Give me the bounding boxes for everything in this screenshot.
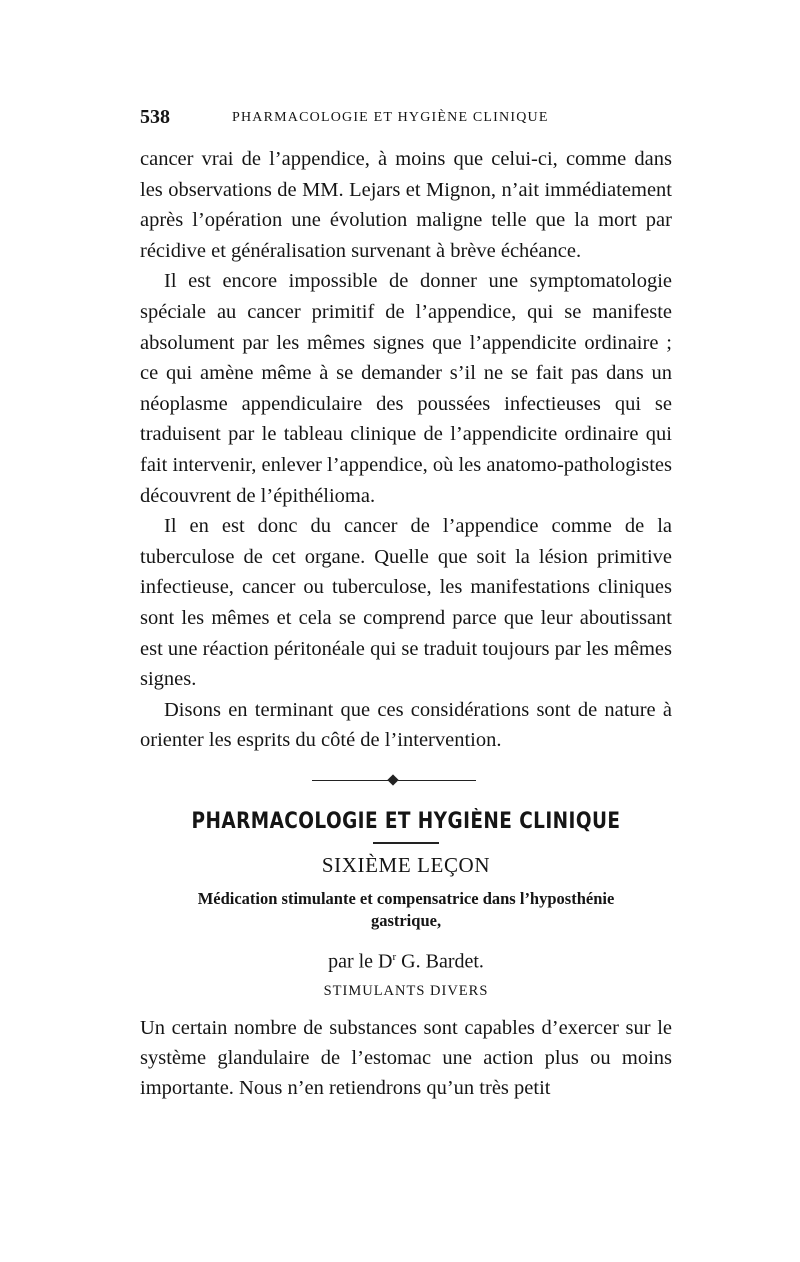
- paragraph-3: Il en est donc du cancer de l’appendice comme de la tuberculose de cet organe. Quelle que soit la lésion primitive infectieuse, cancer ou tuberculose, les manifestations cliniques sont les mêmes et cela se comprend parce que leur aboutissant est une réaction péritonéale qui se traduit toujours par les mêmes signes.: [140, 515, 672, 691]
- author-line: [140, 944, 672, 975]
- paragraph-4: Disons en terminant que ces considérations sont de nature à orienter les esprits du côté de l’intervention.: [140, 698, 672, 752]
- author-title-sup: r: [392, 950, 397, 963]
- subject-line-2: gastrique,: [370, 910, 442, 930]
- author-prefix: par le D: [328, 950, 393, 973]
- divider-line-right: [398, 780, 476, 781]
- lesson-heading: SIXIÈME LEÇON: [321, 852, 491, 877]
- section-title-rule: [373, 842, 439, 844]
- page-number: 538: [140, 106, 170, 128]
- section-title: PHARMACOLOGIE ET HYGIÈNE CLINIQUE: [191, 808, 621, 834]
- closing-paragraph: Un certain nombre de substances sont capables d’exercer sur le système glandulaire de l’estomac une action plus ou moins importante. Nous n’en retiendrons qu’un très petit: [140, 1016, 672, 1100]
- running-head: [140, 100, 672, 144]
- author-name: G. Bardet.: [396, 950, 484, 973]
- divider-line-left: [312, 780, 390, 781]
- lesson-subject: [140, 888, 672, 932]
- running-title: PHARMACOLOGIE ET HYGIÈNE CLINIQUE: [232, 110, 549, 125]
- divider-diamond-icon: [387, 774, 398, 785]
- subheading: STIMULANTS DIVERS: [323, 982, 489, 999]
- paragraph-1: cancer vrai de l’appendice, à moins que celui-ci, comme dans les observations de MM. Lejars et Mignon, n’ait immédiatement après l’opération une évolution maligne telle que la mort par récidive et généralisation survenant à brève échéance.: [140, 148, 672, 262]
- closing-text: [140, 1013, 672, 1104]
- body-text: [140, 144, 672, 756]
- book-page: [140, 100, 672, 1104]
- ornamental-divider: [140, 756, 672, 806]
- paragraph-2: Il est encore impossible de donner une symptomatologie spéciale au cancer primitif de l’appendice, qui se manifeste absolument par les mêmes signes que l’appendicite ordinaire ; ce qui amène même à se demander s’il ne se fait pas dans un néoplasme appendiculaire des poussées infectieuses qui se traduisent par le tableau clinique de l’appendicite ordinaire qui fait intervenir, enlever l’appendice, où les anatomo-pathologistes découvrent de l’épithélioma.: [140, 270, 672, 507]
- subject-line-1: Médication stimulante et compensatrice dans l’hyposthénie: [197, 888, 615, 908]
